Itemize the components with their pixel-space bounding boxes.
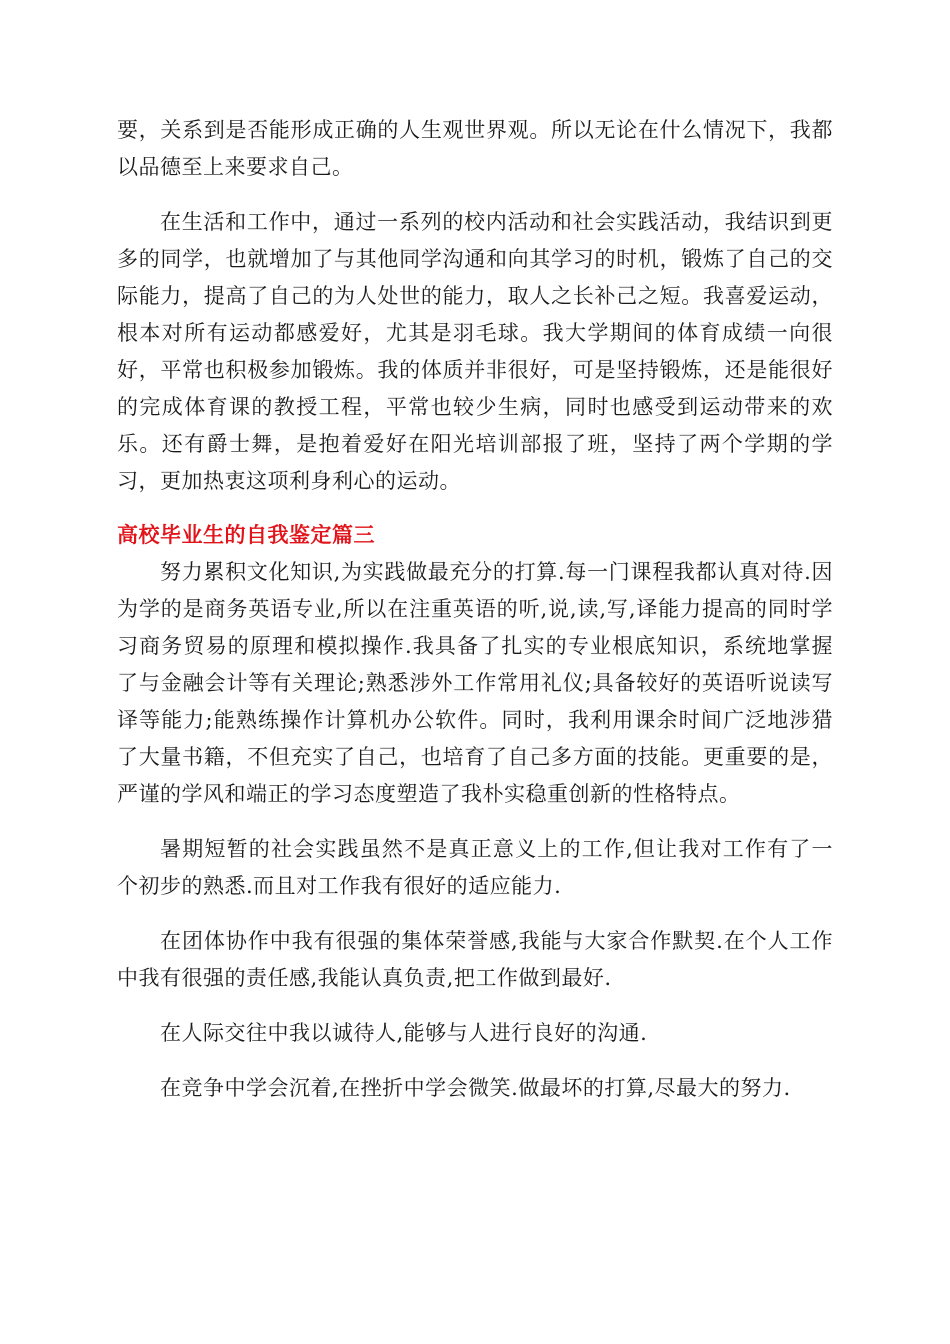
paragraph-teamwork: 在团体协作中我有很强的集体荣誉感,我能与大家合作默契.在个人工作中我有很强的责任感,我能认真负责,把工作做到最好. — [117, 929, 833, 990]
section-heading: 高校毕业生的自我鉴定篇三 — [117, 523, 375, 547]
paragraph-campus-life: 在生活和工作中，通过一系列的校内活动和社会实践活动，我结识到更多的同学，也就增加了与其他同学沟通和向其学习的时机，锻炼了自己的交际能力，提高了自己的为人处世的能力，取人之长补己之短。我喜爱运动，根本对所有运动都感爱好，尤其是羽毛球。我大学期间的体育成绩一向很好，平常也积极参加锻炼。我的体质并非很好，可是坚持锻炼，还是能很好的完成体育课的教授工程，平常也较少生病，同时也感受到运动带来的欢乐。还有爵士舞，是抱着爱好在阳光培训部报了班，坚持了两个学期的学习，更加热衷这项利身利心的运动。 — [117, 210, 833, 493]
paragraph-communication: 在人际交往中我以诚待人,能够与人进行良好的沟通. — [160, 1021, 648, 1045]
paragraph-knowledge: 努力累积文化知识,为实践做最充分的打算.每一门课程我都认真对待.因为学的是商务英语专业,所以在注重英语的听,说,读,写,译能力提高的同时学习商务贸易的原理和模拟操作.我具备了扎实的专业根底知识，系统地掌握了与金融会计等有关理论;熟悉涉外工作常用礼仪;具备较好的英语听说读写译等能力;能熟练操作计算机办公软件。同时，我利用课余时间广泛地涉猎了大量书籍，不但充实了自己，也培育了自己多方面的技能。更重要的是，严谨的学风和端正的学习态度塑造了我朴实稳重创新的性格特点。 — [117, 560, 833, 806]
paragraph-continued: 要，关系到是否能形成正确的人生观世界观。所以无论在什么情况下，我都以品德至上来要求自己。 — [117, 118, 833, 179]
document-page — [117, 112, 833, 1107]
paragraph-competition: 在竞争中学会沉着,在挫折中学会微笑.做最坏的打算,尽最大的努力. — [160, 1076, 791, 1100]
paragraph-practice: 暑期短暂的社会实践虽然不是真正意义上的工作,但让我对工作有了一个初步的熟悉.而且对工作我有很好的适应能力. — [117, 837, 833, 898]
